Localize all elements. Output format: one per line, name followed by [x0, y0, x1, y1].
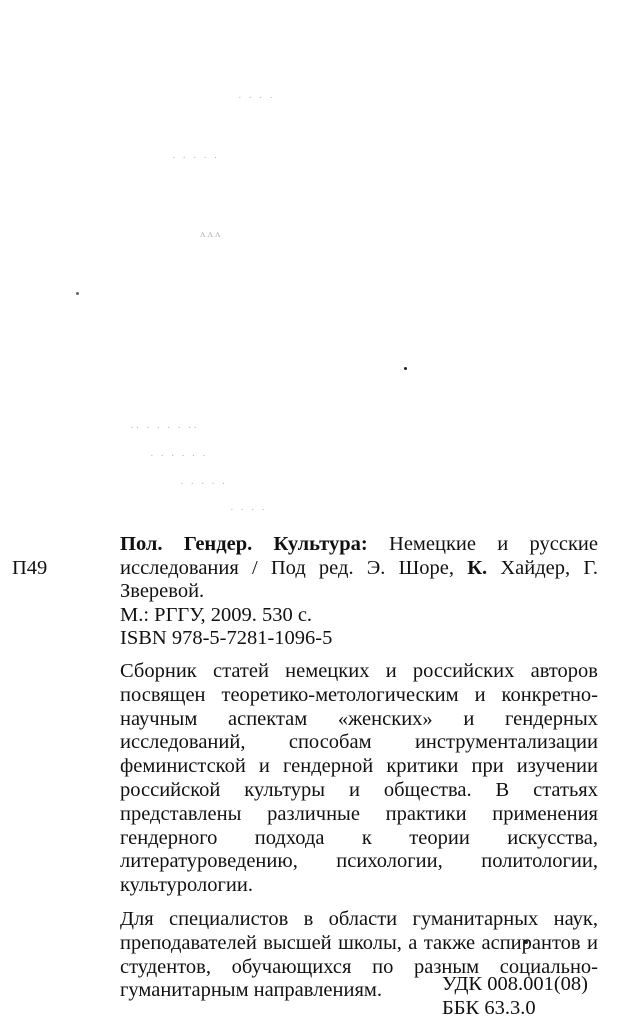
scan-noise: · · · · ·	[172, 152, 220, 164]
abstract-paragraph-2: Для специалистов в области гуманитарных наук, преподавателей высшей школы, а также аспирантов и студентов, обучающихся по разным социально-гуманитарным направлениям.	[120, 907, 598, 1002]
editors-prefix: / Под ред. Э. Шоре,	[251, 556, 454, 579]
ink-dot	[404, 367, 407, 370]
udc-code: УДК 008.001(08)	[442, 973, 589, 995]
scan-noise: ᴧᴧᴧ	[200, 228, 223, 240]
bibliographic-record	[120, 533, 598, 651]
call-number: П49	[12, 557, 48, 579]
book-subtitle: Немецкие и русские исследования	[120, 533, 599, 579]
classification-codes	[442, 972, 588, 1020]
scan-noise: · · · ·	[230, 504, 267, 516]
publication-info: М.: РГГУ, 2009. 530 с.	[120, 603, 313, 626]
book-title: Пол. Гендер. Культура:	[120, 533, 368, 555]
abstract-paragraph-1: Сборник статей немецких и российских авторов посвящен теоретико-метологическим и конкретно-научным аспектам «женских» и гендерных исследований, способам инструментализации феминистской и гендерной критики при изучении российской культуры и общества. В статьях представлены различные практики применения гендерного подхода к теории искусства, литературоведению, психологии, политологии, культурологии.	[120, 660, 598, 897]
ink-dot	[76, 292, 79, 295]
scan-noise: ·· · · · · ··	[130, 422, 200, 434]
editor-initial: К.	[467, 556, 488, 579]
scan-noise: · · · · ·	[180, 478, 228, 490]
scan-noise: · · · · · ·	[150, 450, 208, 462]
scan-noise: · · · ·	[238, 92, 275, 104]
editors-rest: Хайдер, Г. Зверевой.	[120, 556, 598, 602]
isbn: ISBN 978-5-7281-1096-5	[120, 627, 333, 649]
bbk-code: ББК 63.3.0	[442, 997, 536, 1019]
abstract	[120, 660, 598, 1013]
